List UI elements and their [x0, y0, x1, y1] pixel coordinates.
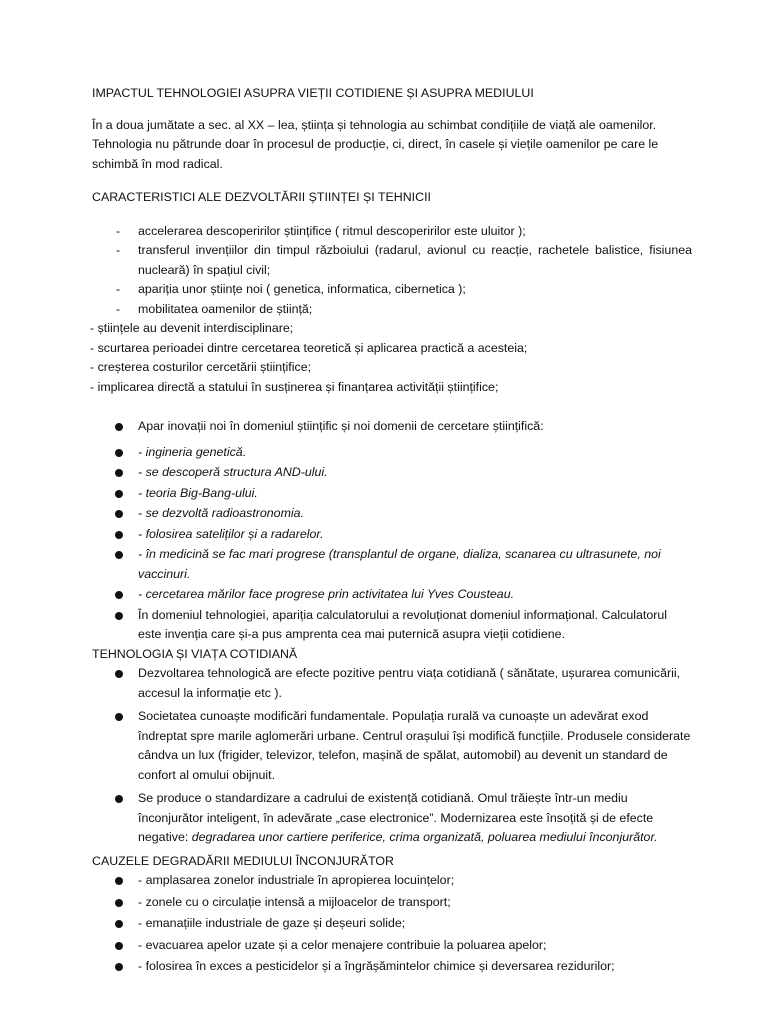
- dash-marker: -: [116, 282, 121, 296]
- list-item: - cercetarea mărilor face progrese prin activitatea lui Yves Cousteau.: [92, 585, 692, 605]
- list-item: - mobilitatea oamenilor de știință;: [92, 300, 692, 320]
- list-item: - teoria Big-Bang-ului.: [92, 484, 692, 504]
- list-item: - folosirea în exces a pesticidelor și a îngrășămintelor chimice și deversarea rezidurilor;: [92, 957, 692, 977]
- bullet-icon: [115, 490, 123, 498]
- dash-marker: -: [116, 223, 121, 238]
- bullet-icon: [115, 963, 123, 971]
- bullet-icon: [115, 795, 123, 803]
- list-item: - se dezvoltă radioastronomia.: [92, 504, 692, 524]
- bullet-icon: [115, 612, 123, 620]
- list-item: - implicarea directă a statului în susținerea și finanțarea activității științifice;: [90, 379, 499, 394]
- section1-plain-list: [90, 319, 692, 397]
- bullet-icon: [115, 531, 123, 539]
- list-item: - apariția unor științe noi ( genetica, informatica, cibernetica );: [92, 280, 692, 300]
- bullet-icon: [115, 423, 123, 431]
- bullet-icon: [115, 713, 123, 721]
- list-item: În domeniul tehnologiei, apariția calculatorului a revoluționat domeniul informațional. Calculatorul este invenția care și-a pus amprenta cea mai puternică asupra vieții cotidiene.: [92, 606, 692, 645]
- list-item: - amplasarea zonelor industriale în apropierea locuințelor;: [92, 871, 692, 891]
- document-page: [92, 84, 692, 979]
- list-item: - se descoperă structura AND-ului.: [92, 463, 692, 483]
- list-item: Societatea cunoaște modificări fundamentale. Populația rurală va cunoaște un adevărat exod îndreptat spre marile aglomerări urbane. Centrul orașului își modifică funcțiile. Produsele considerate cândva un lux (frigider, televizor, telefon, mașină de spălat, automobil) au devenit un standard de confort al omului obijnuit.: [92, 707, 692, 785]
- list-item: - evacuarea apelor uzate și a celor menajere contribuie la poluarea apelor;: [92, 936, 692, 956]
- bullet-icon: [115, 510, 123, 518]
- list-item: - ingineria genetică.: [92, 443, 692, 463]
- section1-dash-list: [92, 222, 692, 320]
- list-item: - creșterea costurilor cercetării științifice;: [90, 360, 312, 374]
- bullet-icon: [115, 670, 123, 678]
- bullet-icon: [115, 469, 123, 477]
- list-item: - emanațiile industriale de gaze și deșeuri solide;: [92, 914, 692, 934]
- bullet-icon: [115, 942, 123, 950]
- section2-heading: TEHNOLOGIA ȘI VIAȚA COTIDIANĂ: [92, 646, 298, 661]
- list-item: Se produce o standardizare a cadrului de existență cotidiană. Omul trăiește într-un mediu înconjurător inteligent, în adevărate „case electronice”. Modernizarea este însoțită și de efecte negative: degradarea unor cartiere periferice, crima organizată, poluarea mediului înconjurător.: [92, 789, 692, 848]
- list-item: - științele au devenit interdisciplinare;: [90, 321, 294, 335]
- document-title: IMPACTUL TEHNOLOGIEI ASUPRA VIEȚII COTIDIENE ȘI ASUPRA MEDIULUI: [92, 86, 534, 100]
- list-item: - accelerarea descoperirilor științifice ( ritmul descoperirilor este uluitor );: [92, 222, 692, 242]
- bullet-icon: [115, 877, 123, 885]
- section2-bullet-list: [92, 664, 692, 848]
- list-item: - scurtarea perioadei dintre cercetarea teoretică și aplicarea practică a acesteia;: [90, 340, 528, 355]
- list-item: Apar inovații noi în domeniul științific și noi domenii de cercetare științifică:: [92, 417, 692, 437]
- bullet-icon: [115, 899, 123, 907]
- bullet-icon: [115, 449, 123, 457]
- list-item: Dezvoltarea tehnologică are efecte pozitive pentru viața cotidiană ( sănătate, ușurarea comunicării, accesul la informație etc ).: [92, 664, 692, 703]
- section1-bullet-list: [92, 417, 692, 645]
- bullet-icon: [115, 920, 123, 928]
- list-item: - folosirea sateliților și a radarelor.: [92, 525, 692, 545]
- bullet-icon: [115, 591, 123, 599]
- section1-heading: CARACTERISTICI ALE DEZVOLTĂRII ȘTIINȚEI ȘI TEHNICII: [92, 190, 431, 204]
- list-item: - zonele cu o circulație intensă a mijloacelor de transport;: [92, 893, 692, 913]
- dash-marker: -: [116, 243, 121, 257]
- section3-bullet-list: [92, 871, 692, 977]
- section3-heading: CAUZELE DEGRADĂRII MEDIULUI ÎNCONJURĂTOR: [92, 853, 395, 868]
- dash-marker: -: [116, 301, 121, 316]
- list-item: - transferul invențiilor din timpul războiului (radarul, avionul cu reacție, rachetele balistice, fisiunea nucleară) în spațiul civil;: [116, 243, 692, 277]
- intro-paragraph: În a doua jumătate a sec. al XX – lea, știința și tehnologia au schimbat condițiile de viață ale oamenilor. Tehnologia nu pătrunde doar în procesul de producție, ci, direct, în casele și viețile oamenilor pe care le schimbă în mod radical.: [92, 117, 659, 171]
- bullet-icon: [115, 551, 123, 559]
- list-item: - în medicină se fac mari progrese (transplantul de organe, dializa, scanarea cu ultrasunete, noi vaccinuri.: [92, 545, 692, 584]
